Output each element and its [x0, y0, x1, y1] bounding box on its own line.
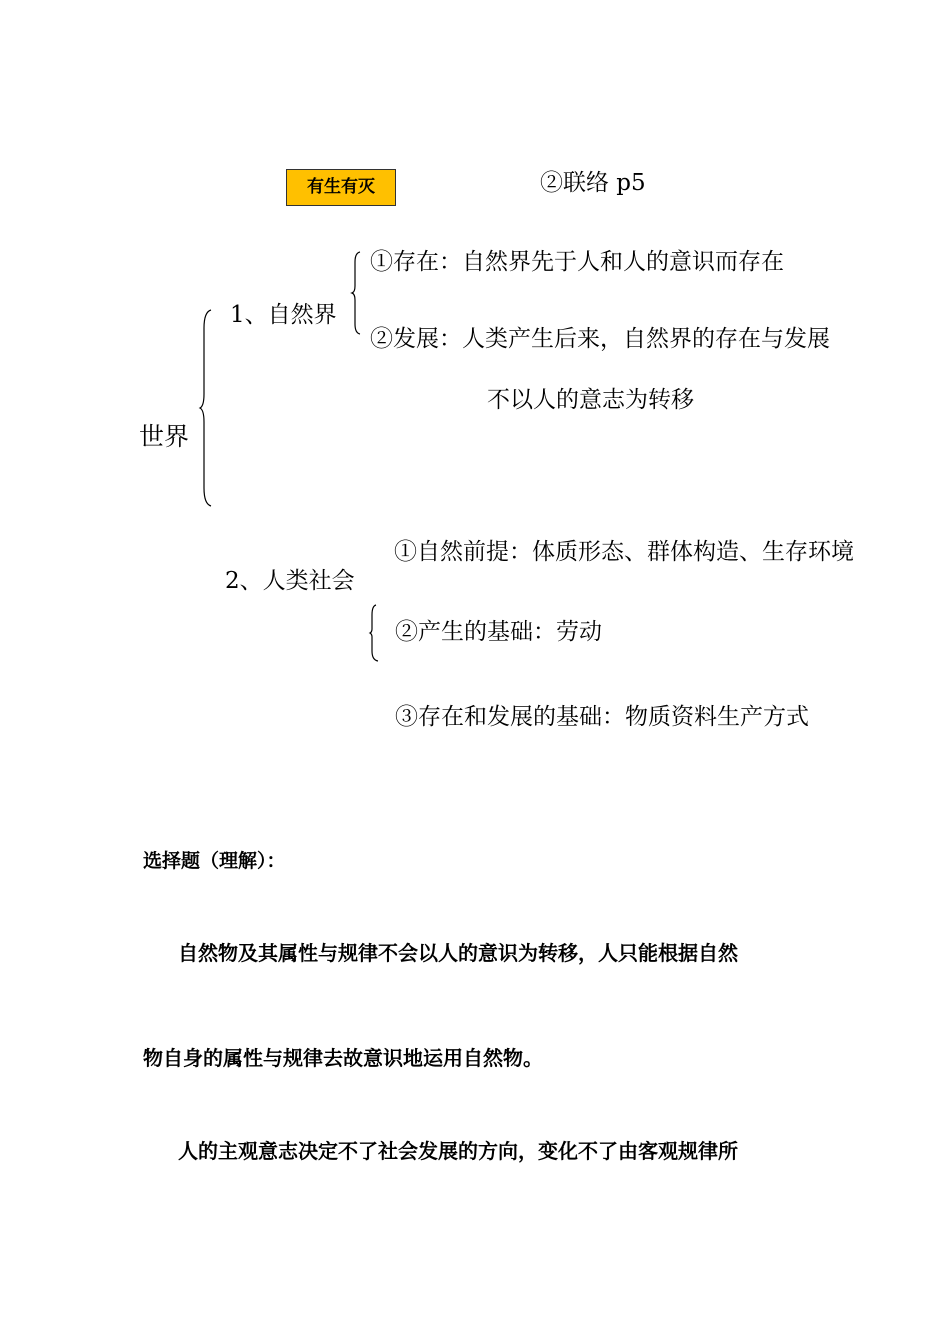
- nature-item-development-cont: 不以人的意志为转移: [487, 387, 694, 413]
- paragraph-2-line-1: 人的主观意志决定不了社会发展的方向，变化不了由客观规律所: [178, 1139, 738, 1163]
- nature-brace: [350, 250, 362, 336]
- society-heading: 2、人类社会: [225, 568, 355, 594]
- nature-heading: 1、自然界: [230, 302, 337, 328]
- paragraph-1-line-2: 物自身的属性与规律去故意识地运用自然物。: [143, 1046, 543, 1070]
- nature-item-existence: ①存在：自然界先于人和人的意识而存在: [370, 249, 784, 275]
- society-item-premise: ①自然前提：体质形态、群体构造、生存环境: [394, 539, 854, 565]
- society-item-mode: ③存在和发展的基础：物质资料生产方式: [395, 704, 809, 730]
- link-note: ②联络 p5: [540, 170, 646, 196]
- highlight-tag: 有生有灭: [286, 169, 396, 206]
- society-brace: [368, 603, 380, 663]
- society-item-basis: ②产生的基础：劳动: [395, 619, 602, 645]
- nature-item-development: ②发展：人类产生后来，自然界的存在与发展: [370, 326, 830, 352]
- paragraph-1-line-1: 自然物及其属性与规律不会以人的意识为转移，人只能根据自然: [178, 941, 738, 965]
- world-label: 世界: [139, 422, 190, 451]
- world-brace: [198, 308, 214, 508]
- questions-heading: 选择题（理解）：: [143, 850, 286, 872]
